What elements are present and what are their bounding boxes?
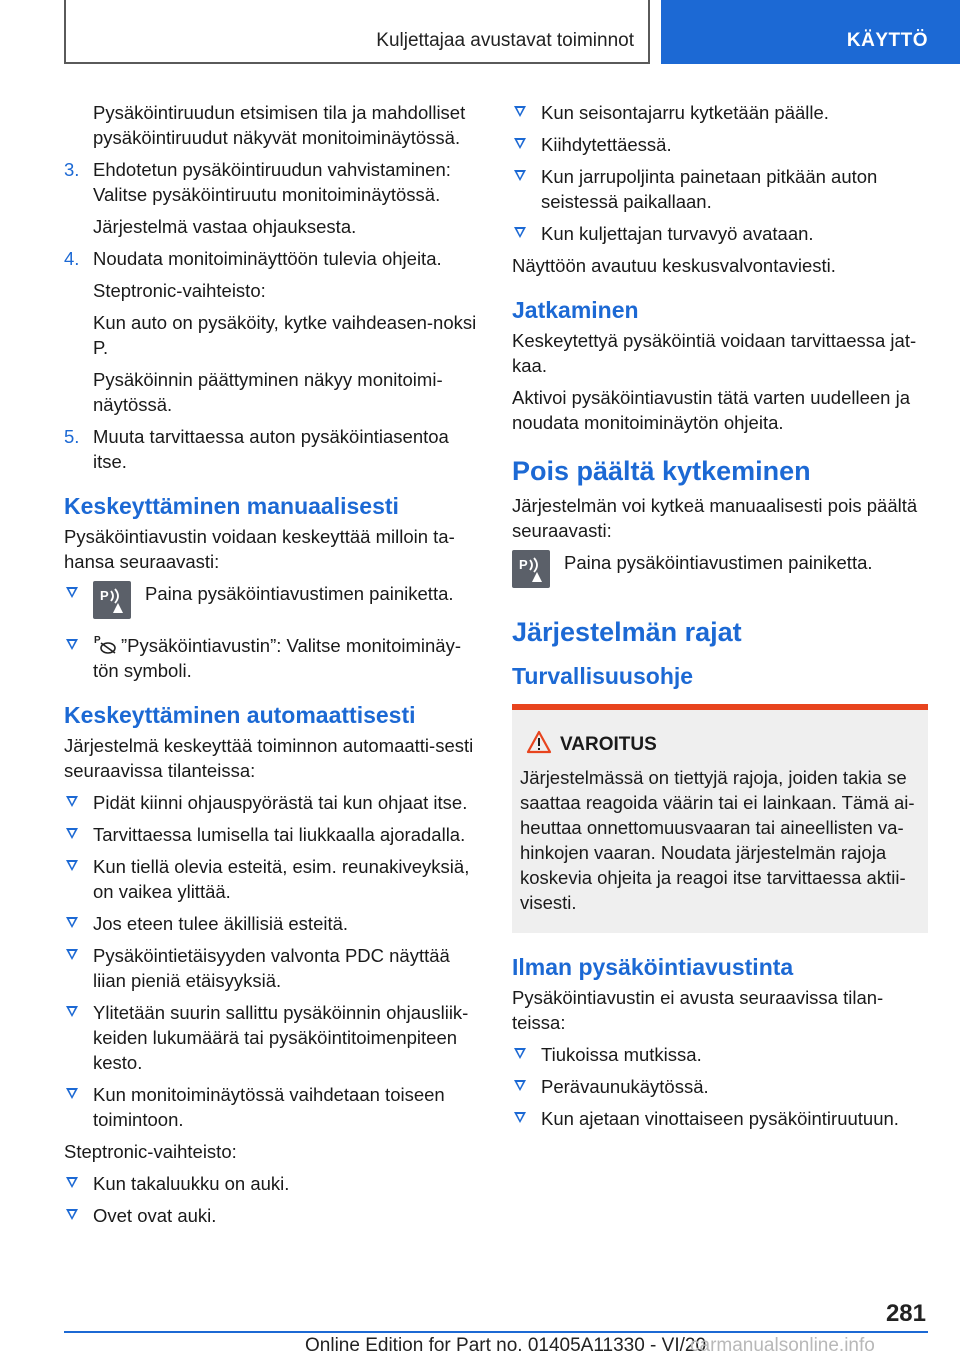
section-tab bbox=[64, 0, 650, 64]
list-item-text: Kun ajetaan vinottaiseen pysäköintiruutuun. bbox=[541, 1108, 899, 1129]
step-4 bbox=[64, 246, 478, 271]
bullet-triangle-icon bbox=[514, 170, 526, 181]
switch-off-paragraph: Järjestelmän voi kytkeä manuaalisesti pois päältä seuraavasti: bbox=[512, 495, 918, 541]
list-item bbox=[64, 1203, 478, 1228]
left-column bbox=[64, 100, 478, 1235]
bullet-triangle-icon bbox=[66, 796, 78, 807]
switch-off-button-text: Paina pysäköintiavustimen painiketta. bbox=[564, 552, 873, 573]
without-paragraph: Pysäköintiavustin ei avusta seuraavissa tilan-teissa: bbox=[512, 987, 884, 1033]
bullet-triangle-icon bbox=[66, 1209, 78, 1220]
parking-assistant-button-icon bbox=[93, 581, 131, 619]
footer-divider bbox=[64, 1331, 928, 1333]
heading-switch-off: Pois päältä kytkeminen bbox=[512, 456, 811, 486]
resume-paragraph-1: Keskeytettyä pysäköintiä voidaan tarvittaessa jat-kaa. bbox=[512, 330, 917, 376]
list-item bbox=[64, 1171, 478, 1196]
list-item-text: Pysäköintietäisyyden valvonta PDC näyttää liian pieniä etäisyyksiä. bbox=[93, 945, 450, 991]
bullet-text: Paina pysäköintiavustimen painiketta. bbox=[145, 583, 454, 604]
step-text: Ehdotetun pysäköintiruudun vahvistaminen: Valitse pysäköintiruutu monitoiminäytössä. bbox=[93, 159, 451, 205]
list-item-text: Tiukoissa mutkissa. bbox=[541, 1044, 702, 1065]
bullet-triangle-icon bbox=[66, 639, 78, 650]
bullet-triangle-icon bbox=[66, 917, 78, 928]
heading-system-limits: Järjestelmän rajat bbox=[512, 617, 742, 647]
bullet-text: ”Pysäköintiavustin”: Valitse monitoiminäy-tön symboli. bbox=[93, 635, 461, 681]
list-item-text: Ylitetään suurin sallittu pysäköinnin ohjausliik-keiden lukumäärä tai pysäköintitoimenpiteen kesto. bbox=[93, 1002, 469, 1073]
watermark-text: carmanualsonline.info bbox=[690, 1335, 875, 1356]
list-item bbox=[64, 1082, 478, 1132]
warning-triangle-icon bbox=[526, 730, 552, 754]
list-item bbox=[512, 132, 928, 157]
heading-manual-stop: Keskeyttäminen manuaalisesti bbox=[64, 493, 399, 519]
steptronic-label: Steptronic-vaihteisto: bbox=[64, 1141, 237, 1162]
step-text: Noudata monitoiminäyttöön tulevia ohjeita. bbox=[93, 248, 442, 269]
step-3 bbox=[64, 157, 478, 207]
page-number: 281 bbox=[885, 1300, 926, 1327]
bullet-triangle-icon bbox=[514, 1080, 526, 1091]
resume-paragraph-2: Aktivoi pysäköintiavustin tätä varten uudelleen ja noudata monitoiminäytön ohjeita. bbox=[512, 387, 910, 433]
chapter-tab bbox=[661, 0, 960, 64]
bullet-triangle-icon bbox=[66, 1006, 78, 1017]
parking-assistant-button-icon bbox=[512, 550, 550, 588]
heading-without-assistant: Ilman pysäköintiavustinta bbox=[512, 954, 794, 980]
section-title: Kuljettajaa avustavat toiminnot bbox=[376, 30, 634, 51]
list-item bbox=[512, 221, 928, 246]
step-5 bbox=[64, 424, 478, 474]
list-item bbox=[512, 100, 928, 125]
svg-text:P: P bbox=[100, 588, 109, 603]
heading-resume: Jatkaminen bbox=[512, 297, 639, 323]
list-item-text: Perävaunukäytössä. bbox=[541, 1076, 709, 1097]
list-item bbox=[512, 1042, 928, 1067]
list-item bbox=[64, 1000, 478, 1075]
bullet-triangle-icon bbox=[66, 949, 78, 960]
bullet-triangle-icon bbox=[514, 106, 526, 117]
bullet-triangle-icon bbox=[66, 587, 78, 598]
list-item-text: Jos eteen tulee äkillisiä esteitä. bbox=[93, 913, 349, 934]
list-item-text: Kun kuljettajan turvavyö avataan. bbox=[541, 223, 814, 244]
warning-text: Järjestelmässä on tiettyjä rajoja, joiden takia se saattaa reagoida väärin tai ei lainkaan. Tämä ai-heuttaa onnettomuusvaaran tai aineellisten va-hinkojen vaaran. Noudata järjestelmän rajoja koskevia ohjeita ja reagoi itse tarvittaessa aktii-visesti. bbox=[520, 767, 915, 913]
bullet-triangle-icon bbox=[514, 1048, 526, 1059]
warning-title bbox=[520, 732, 920, 757]
list-item-text: Kun monitoiminäytössä vaihdetaan toiseen toimintoon. bbox=[93, 1084, 445, 1130]
bullet-triangle-icon bbox=[514, 138, 526, 149]
list-item-text: Kiihdytettäessä. bbox=[541, 134, 672, 155]
list-item-text: Kun takaluukku on auki. bbox=[93, 1173, 290, 1194]
parking-symbol-icon bbox=[93, 633, 117, 655]
step-3-note: Järjestelmä vastaa ohjauksesta. bbox=[93, 216, 357, 237]
step-number: 4. bbox=[64, 248, 80, 269]
list-item bbox=[64, 911, 478, 936]
central-message-note: Näyttöön avautuu keskusvalvontaviesti. bbox=[512, 255, 836, 276]
list-item bbox=[512, 1106, 928, 1131]
list-item bbox=[64, 943, 478, 993]
list-item-text: Kun tiellä olevia esteitä, esim. reunakiveyksiä, on vaikea ylittää. bbox=[93, 856, 470, 902]
bullet-triangle-icon bbox=[514, 227, 526, 238]
step-4-note-2: Kun auto on pysäköity, kytke vaihdeasen-noksi P. bbox=[93, 312, 477, 358]
svg-text:P: P bbox=[94, 635, 101, 646]
intro-paragraph: Pysäköintiruudun etsimisen tila ja mahdolliset pysäköintiruudut näkyvät monitoiminäytössä. bbox=[93, 102, 466, 148]
list-item bbox=[64, 854, 478, 904]
list-item bbox=[512, 164, 928, 214]
manual-bullet-button bbox=[64, 581, 478, 621]
manual-intro: Pysäköintiavustin voidaan keskeyttää milloin ta-hansa seuraavasti: bbox=[64, 526, 455, 572]
list-item bbox=[64, 822, 478, 847]
list-item-text: Ovet ovat auki. bbox=[93, 1205, 217, 1226]
right-column bbox=[512, 100, 928, 1138]
heading-safety: Turvallisuusohje bbox=[512, 663, 694, 689]
manual-bullet-symbol bbox=[64, 633, 478, 683]
edition-text: Online Edition for Part no. 01405A11330 - VI/20 bbox=[305, 1335, 707, 1356]
list-item-text: Tarvittaessa lumisella tai liukkaalla ajoradalla. bbox=[93, 824, 466, 845]
heading-auto-stop: Keskeyttäminen automaattisesti bbox=[64, 702, 416, 728]
svg-text:P: P bbox=[519, 557, 528, 572]
bullet-triangle-icon bbox=[66, 1177, 78, 1188]
list-item-text: Kun jarrupoljinta painetaan pitkään auton seistessä paikallaan. bbox=[541, 166, 878, 212]
step-4-note-1: Steptronic-vaihteisto: bbox=[93, 280, 266, 301]
step-number: 3. bbox=[64, 159, 80, 180]
list-item bbox=[512, 1074, 928, 1099]
page-header bbox=[0, 0, 960, 66]
bullet-triangle-icon bbox=[66, 828, 78, 839]
auto-intro: Järjestelmä keskeyttää toiminnon automaatti-sesti seuraavissa tilanteissa: bbox=[64, 735, 474, 781]
switch-off-button-row bbox=[512, 550, 928, 590]
list-item-text: Kun seisontajarru kytketään päälle. bbox=[541, 102, 829, 123]
list-item-text: Pidät kiinni ohjauspyörästä tai kun ohjaat itse. bbox=[93, 792, 468, 813]
bullet-triangle-icon bbox=[66, 1088, 78, 1099]
step-4-note-3: Pysäköinnin päättyminen näkyy monitoimi-näytössä. bbox=[93, 369, 443, 415]
step-text: Muuta tarvittaessa auton pysäköintiasentoa itse. bbox=[93, 426, 449, 472]
chapter-title: KÄYTTÖ bbox=[846, 30, 928, 51]
bullet-triangle-icon bbox=[514, 1112, 526, 1123]
warning-title-text: VAROITUS bbox=[560, 734, 657, 755]
step-number: 5. bbox=[64, 426, 80, 447]
bullet-triangle-icon bbox=[66, 860, 78, 871]
list-item bbox=[64, 790, 478, 815]
warning-box bbox=[512, 704, 928, 933]
